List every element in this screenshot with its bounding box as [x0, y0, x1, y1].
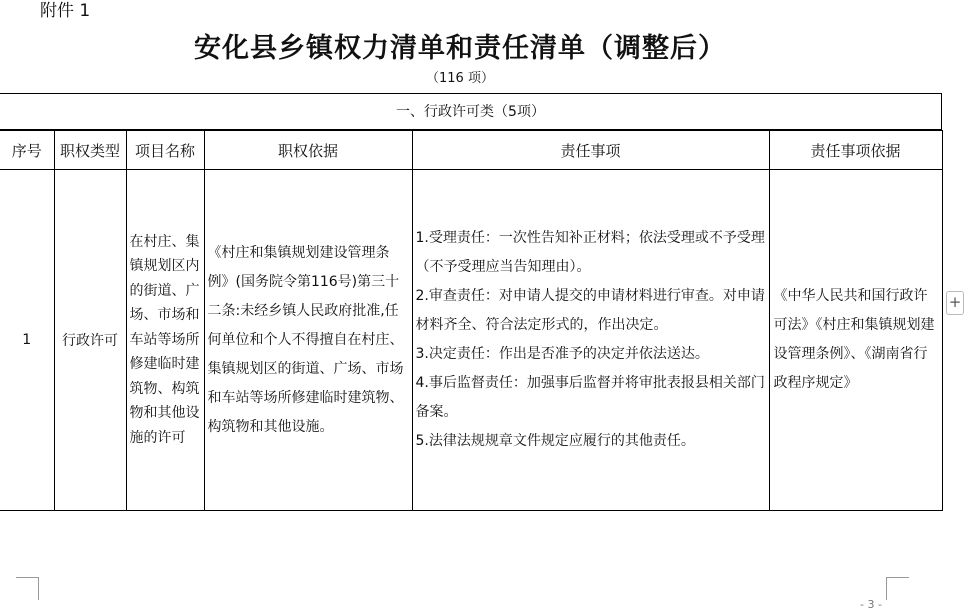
duty-item: 3.决定责任：作出是否准予的决定并依法送达。: [415, 346, 709, 362]
cell-basis: 《村庄和集镇规划建设管理条例》(国务院令第116号)第三十二条:未经乡镇人民政府批准,任何单位和个人不得擅自在村庄、集镇规划区的街道、广场、市场和车站等场所修建临时建筑物、构筑物和其他设施。: [204, 170, 412, 511]
duty-item: 5.法律法规规章文件规定应履行的其他责任。: [415, 433, 695, 449]
col-header-duty-basis: 责任事项依据: [769, 131, 942, 170]
document-title: 安化县乡镇权力清单和责任清单（调整后）: [194, 33, 726, 64]
col-header-name: 项目名称: [126, 131, 204, 170]
col-header-type: 职权类型: [54, 131, 126, 170]
cell-item-name: 在村庄、集镇规划区内的街道、广场、市场和车站等场所修建临时建筑物、构筑物和其他设施的许可: [126, 170, 204, 511]
cell-type: 行政许可: [54, 170, 126, 511]
crop-mark-left: [16, 577, 39, 600]
power-list-table: [0, 130, 943, 511]
table-row: [0, 170, 942, 511]
attachment-label: 附件 1: [40, 1, 91, 21]
item-count: （116 项）: [426, 71, 494, 86]
duty-item: 4.事后监督责任：加强事后监督并将审批表报县相关部门备案。: [415, 375, 765, 420]
cell-duty-basis: 《中华人民共和国行政许可法》《村庄和集镇规划建设管理条例》、《湖南省行政程序规定》: [769, 170, 942, 511]
cell-duties: [412, 170, 769, 511]
crop-mark-right: [886, 577, 909, 600]
duty-item: 2.审查责任：对申请人提交的申请材料进行审查。对申请材料齐全、符合法定形式的，作出决定。: [415, 288, 765, 333]
duty-item: 1.受理责任：一次性告知补正材料；依法受理或不予受理（不予受理应当告知理由）。: [415, 230, 765, 275]
add-row-button[interactable]: +: [946, 291, 964, 315]
col-header-num: 序号: [0, 131, 54, 170]
section-heading: 一、行政许可类（5项）: [0, 93, 942, 130]
cell-num: 1: [0, 170, 54, 511]
col-header-basis: 职权依据: [204, 131, 412, 170]
page-number: - 3 -: [860, 598, 882, 611]
table-header-row: [0, 131, 942, 170]
col-header-duties: 责任事项: [412, 131, 769, 170]
